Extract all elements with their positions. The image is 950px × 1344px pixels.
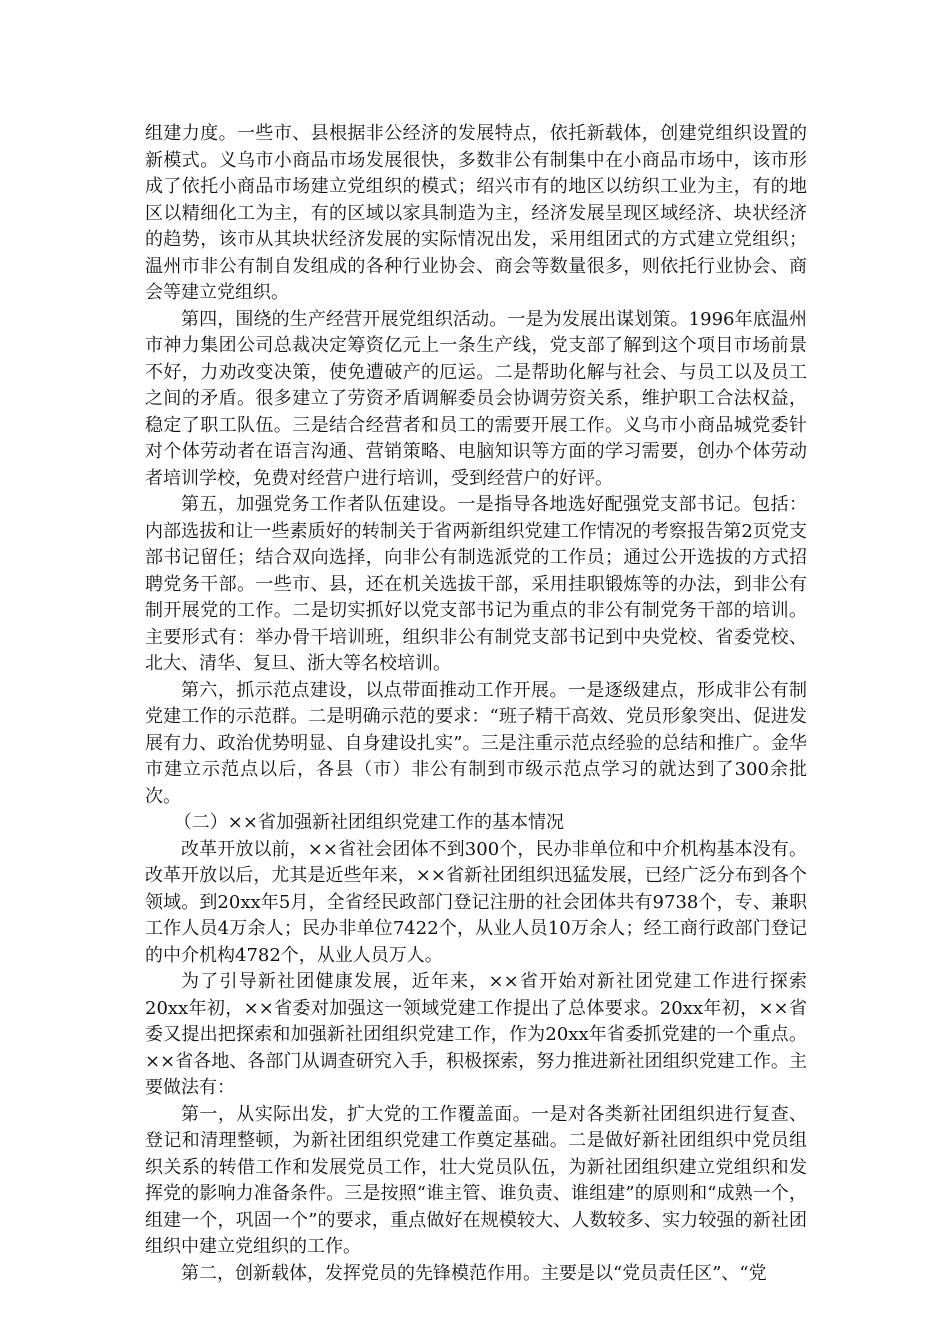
paragraph-guidance: 为了引导新社团健康发展，近年来，××省开始对新社团党建工作进行探索20xx年初，××省委对加强这一领域党建工作提出了总体要求。20xx年初，××省委又提出把探索和加强新社团组织党建工作，作为20xx年省委抓党建的一个重点。××省各地、各部门从调查研究入手，积极探索，努力推进新社团组织党建工作。主要做法有： [145, 971, 807, 1098]
paragraph-background: 改革开放以前，××省社会团体不到300个，民办非单位和中介机构基本没有。改革开放以后，尤其是近些年来，××省新社团组织迅猛发展，已经广泛分布到各个领域。到20xx年5月，全省经民政部门登记注册的社会团体共有9738个，专、兼职工作人员4万余人；民办非单位7422个，从业人员10万余人；经工商行政部门登记的中介机构4782个，从业人员万人。 [145, 838, 807, 966]
paragraph-continuation: 组建力度。一些市、县根据非公经济的发展特点，依托新载体，创建党组织设置的新模式。义乌市小商品市场发展很快，多数非公有制集中在小商品市场中，该市形成了依托小商品市场建立党组织的模式；绍兴市有的地区以纺织工业为主，有的地区以精细化工为主，有的区域以家具制造为主，经济发展呈现区域经济、块状经济的趋势，该市从其块状经济发展的实际情况出发，采用组团式的方式建立党组织；温州市非公有制自发组成的各种行业协会、商会等数量很多，则依托行业协会、商会等建立党组织。 [145, 123, 807, 303]
paragraph-fifth: 第五，加强党务工作者队伍建设。一是指导各地选好配强党支部书记。包括：内部选拔和让一些素质好的转制关于省两新组织党建工作情况的考察报告第2页党支部书记留任；结合双向选择，向非公有制选派党的工作员；通过公开选拔的方式招聘党务干部。一些市、县，还在机关选拔干部，采用挂职锻炼等的办法，到非公有制开展党的工作。二是切实抓好以党支部书记为重点的非公有制党务干部的培训。主要形式有：举办骨干培训班，组织非公有制党支部书记到中央党校、省委党校、北大、清华、复旦、浙大等名校培训。 [145, 494, 807, 674]
paragraph-first-measure: 第一，从实际出发，扩大党的工作覆盖面。一是对各类新社团组织进行复查、登记和清理整顿，为新社团组织党建工作奠定基础。二是做好新社团组织中党员组织关系的转借工作和发展党员工作，壮大党员队伍，为新社团组织建立党组织和发挥党的影响力准备条件。三是按照“谁主管、谁负责、谁组建”的原则和“成熟一个，组建一个，巩固一个”的要求，重点做好在规模较大、人数较多、实力较强的新社团组织中建立党组织的工作。 [145, 1103, 807, 1257]
paragraph-second-measure: 第二，创新载体，发挥党员的先锋模范作用。主要是以“党员责任区”、“党 [181, 1262, 767, 1284]
paragraph-sixth: 第六，抓示范点建设，以点带面推动工作开展。一是逐级建点，形成非公有制党建工作的示范群。二是明确示范的要求：“班子精干高效、党员形象突出、促进发展有力、政治优势明显、自身建设扎实”。三是注重示范点经验的总结和推广。金华市建立示范点以后，各县（市）非公有制到市级示范点学习的就达到了300余批次。 [145, 679, 807, 807]
section-heading: （二）××省加强新社团组织党建工作的基本情况 [173, 812, 564, 833]
paragraph-fourth: 第四，围绕的生产经营开展党组织活动。一是为发展出谋划策。1996年底温州市神力集团公司总裁决定筹资亿元上一条生产线，党支部了解到这个项目市场前景不好，力劝改变决策，使免遭破产的厄运。二是帮助化解与社会、与员工以及员工之间的矛盾。很多建立了劳资矛盾调解委员会协调劳资关系，维护职工合法权益，稳定了职工队伍。三是结合经营者和员工的需要开展工作。义乌市小商品城党委针对个体劳动者在语言沟通、营销策略、电脑知识等方面的学习需要，创办个体劳动者培训学校，免费对经营户进行培训，受到经营户的好评。 [145, 308, 807, 489]
document-page [145, 121, 807, 1284]
